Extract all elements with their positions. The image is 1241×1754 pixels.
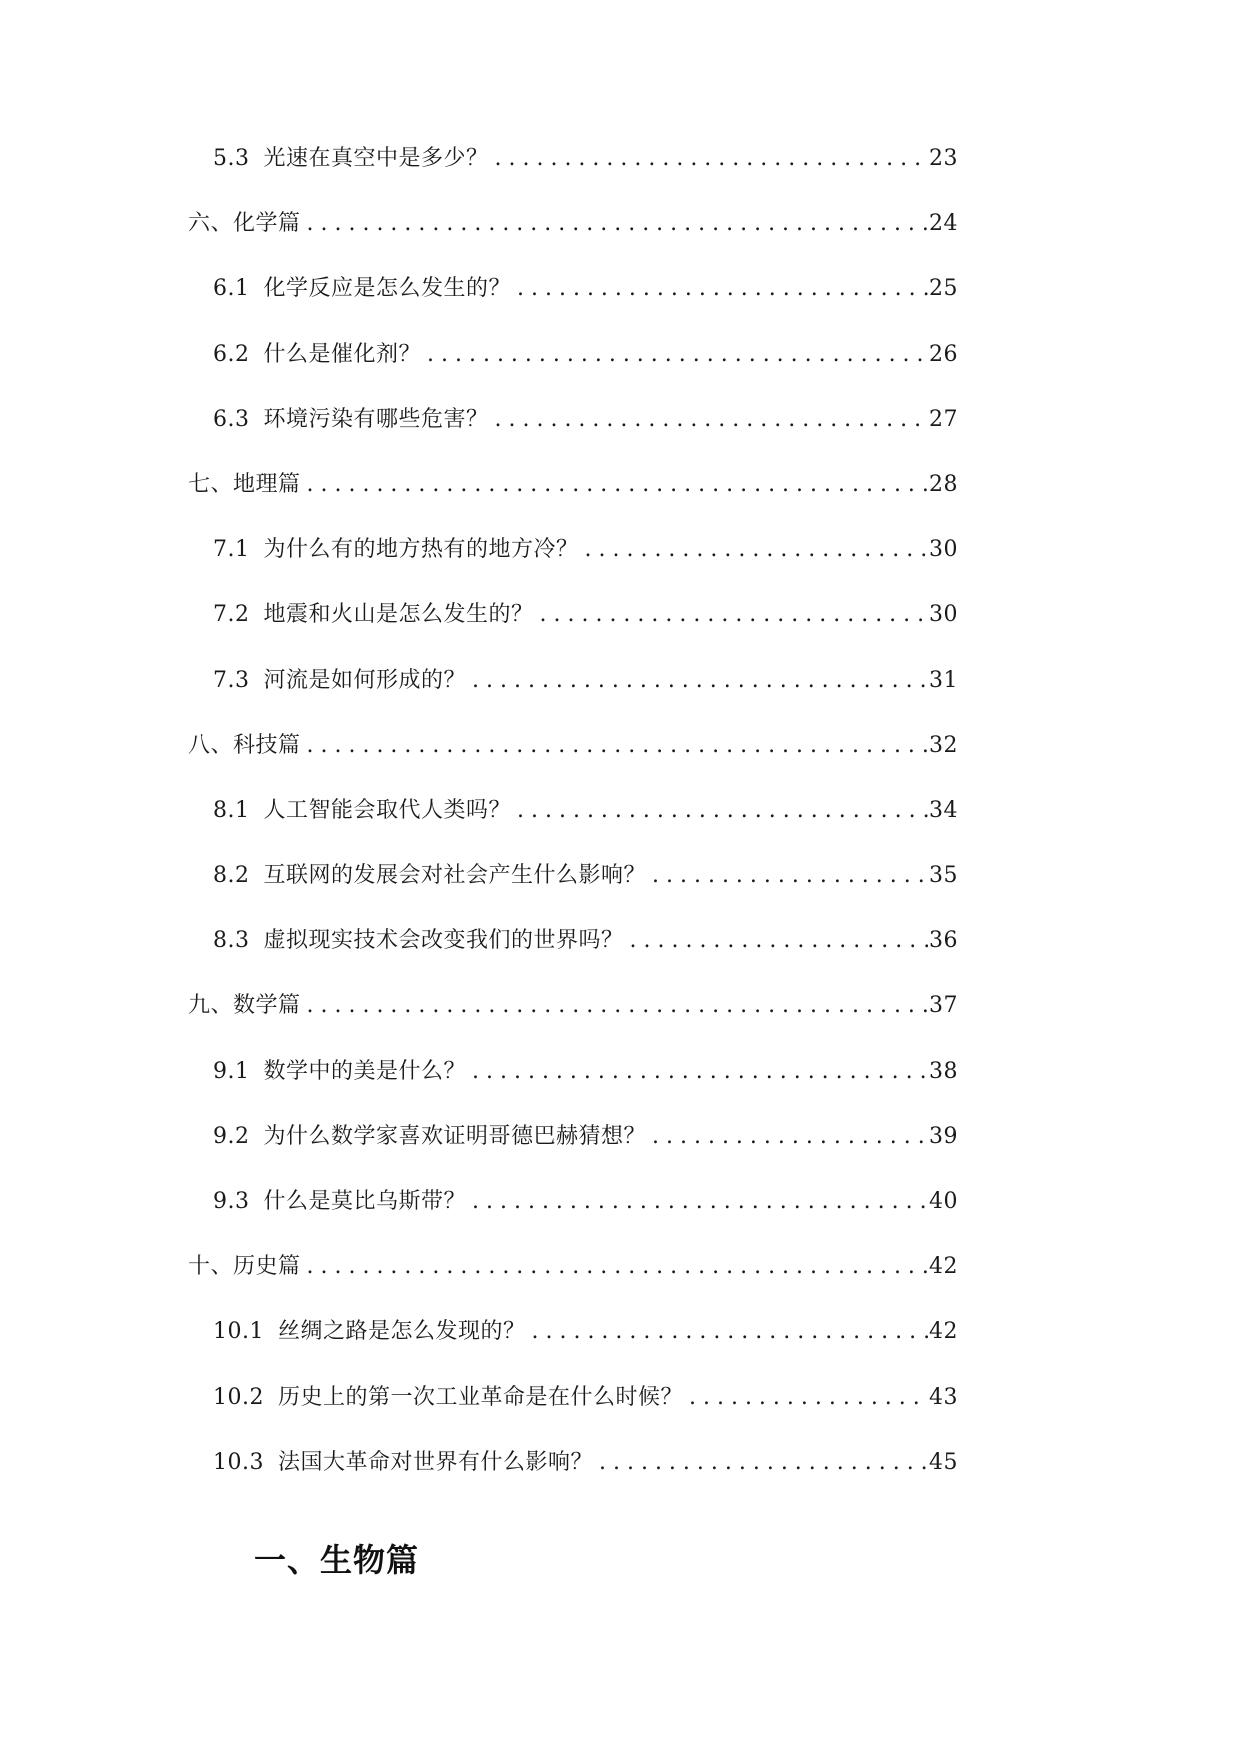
- toc-entry-number: 8.3: [213, 928, 250, 954]
- section-heading: 一、生物篇: [254, 1541, 420, 1579]
- toc-dot-leader: [301, 991, 928, 1021]
- toc-section-entry[interactable]: [188, 926, 958, 991]
- toc-dot-leader: [534, 600, 928, 630]
- toc-entry-text: 什么是莫比乌斯带？: [263, 1189, 467, 1214]
- toc-page-number: 28: [929, 471, 958, 497]
- toc-entry-title: [213, 274, 511, 304]
- toc-entry-text: 历史上的第一次工业革命是在什么时候？: [277, 1384, 683, 1410]
- toc-page-number: 38: [929, 1058, 958, 1084]
- toc-page-number: 30: [929, 602, 958, 628]
- toc-entry-number: 10.2: [213, 1384, 264, 1410]
- toc-entry-text: 地震和火山是怎么发生的？: [263, 602, 534, 628]
- toc-section-entry[interactable]: [188, 796, 958, 861]
- toc-entry-title: [188, 731, 301, 761]
- toc-entry-title: [213, 926, 624, 956]
- toc-section-entry[interactable]: [188, 535, 958, 600]
- toc-entry-number: 9.3: [213, 1189, 250, 1214]
- toc-entry-text: 法国大革命对世界有什么影响？: [277, 1449, 593, 1475]
- toc-entry-text: 光速在真空中是多少？: [263, 146, 489, 171]
- toc-entry-number: 6.3: [213, 406, 250, 432]
- toc-section-entry[interactable]: [188, 144, 958, 209]
- toc-page-number: 42: [929, 1319, 958, 1345]
- toc-entry-text: 为什么数学家喜欢证明哥德巴赫猜想？: [263, 1123, 647, 1149]
- toc-entry-title: [213, 861, 646, 891]
- toc-dot-leader: [593, 1448, 928, 1478]
- toc-entry-text: 环境污染有哪些危害？: [263, 406, 489, 432]
- toc-entry-text: 什么是催化剂？: [263, 341, 422, 367]
- toc-entry-title: [188, 470, 301, 500]
- toc-dot-leader: [301, 209, 928, 239]
- toc-dot-leader: [646, 861, 928, 891]
- toc-page-number: 36: [929, 928, 958, 954]
- toc-entry-title: [213, 600, 534, 630]
- toc-section-entry[interactable]: [188, 1187, 958, 1252]
- toc-dot-leader: [489, 144, 928, 174]
- toc-dot-leader: [624, 926, 928, 956]
- toc-entry-text: 八、科技篇: [188, 732, 301, 758]
- toc-entry-title: [213, 1057, 466, 1087]
- toc-page-number: 25: [929, 276, 958, 302]
- toc-dot-leader: [301, 731, 928, 761]
- toc-dot-leader: [511, 274, 928, 304]
- toc-entry-text: 虚拟现实技术会改变我们的世界吗？: [263, 928, 624, 954]
- toc-entry-title: [213, 535, 579, 565]
- toc-entry-text: 河流是如何形成的？: [263, 667, 467, 693]
- toc-chapter-entry[interactable]: [188, 470, 958, 535]
- toc-entry-text: 化学反应是怎么发生的？: [263, 276, 512, 302]
- toc-dot-leader: [579, 535, 928, 565]
- toc-entry-title: [213, 1122, 646, 1152]
- toc-page-number: 26: [929, 341, 958, 367]
- toc-entry-title: [213, 796, 511, 826]
- toc-entry-text: 十、历史篇: [188, 1254, 301, 1280]
- toc-page-number: 30: [929, 537, 958, 563]
- toc-entry-title: [213, 405, 489, 435]
- toc-entry-number: 6.2: [213, 341, 250, 367]
- toc-dot-leader: [466, 1187, 928, 1217]
- toc-entry-number: 7.2: [213, 602, 250, 628]
- toc-entry-title: [188, 209, 301, 239]
- toc-page-number: 27: [929, 406, 958, 432]
- toc-page-number: 24: [929, 211, 958, 237]
- toc-dot-leader: [683, 1383, 928, 1413]
- toc-page-number: 31: [929, 667, 958, 693]
- toc-entry-title: [213, 1383, 683, 1413]
- toc-entry-number: 10.3: [213, 1449, 264, 1475]
- toc-entry-number: 8.1: [213, 797, 250, 823]
- toc-section-entry[interactable]: [188, 1448, 958, 1513]
- toc-entry-title: [213, 340, 421, 370]
- toc-page-number: 34: [929, 797, 958, 823]
- toc-section-entry[interactable]: [188, 405, 958, 470]
- toc-chapter-entry[interactable]: [188, 1252, 958, 1317]
- toc-chapter-entry[interactable]: [188, 731, 958, 796]
- toc-entry-number: 8.2: [213, 863, 250, 889]
- toc-entry-title: [213, 1317, 526, 1347]
- toc-dot-leader: [511, 796, 928, 826]
- toc-chapter-entry[interactable]: [188, 991, 958, 1056]
- toc-dot-leader: [301, 470, 928, 500]
- toc-section-entry[interactable]: [188, 1122, 958, 1187]
- toc-page-number: 42: [929, 1254, 958, 1280]
- toc-section-entry[interactable]: [188, 1057, 958, 1122]
- toc-entry-title: [213, 666, 466, 696]
- toc-page-number: 37: [929, 993, 958, 1019]
- toc-entry-text: 六、化学篇: [188, 211, 301, 237]
- toc-section-entry[interactable]: [188, 861, 958, 926]
- toc-dot-leader: [466, 1057, 928, 1087]
- toc-entry-number: 6.1: [213, 276, 250, 302]
- toc-entry-title: [188, 991, 301, 1021]
- toc-page-number: 43: [929, 1384, 958, 1410]
- toc-entry-text: 丝绸之路是怎么发现的？: [277, 1319, 526, 1345]
- toc-page-number: 40: [929, 1189, 958, 1214]
- toc-entry-text: 数学中的美是什么？: [263, 1058, 467, 1084]
- toc-entry-title: [213, 1187, 466, 1217]
- toc-entry-text: 互联网的发展会对社会产生什么影响？: [263, 863, 647, 889]
- toc-entry-number: 7.3: [213, 667, 250, 693]
- toc-section-entry[interactable]: [188, 340, 958, 405]
- toc-entry-number: 9.1: [213, 1058, 250, 1084]
- toc-entry-title: [213, 144, 489, 174]
- toc-entry-number: 5.3: [213, 146, 250, 171]
- toc-page-number: 23: [929, 146, 958, 171]
- toc-dot-leader: [421, 340, 928, 370]
- toc-entry-text: 为什么有的地方热有的地方冷？: [263, 537, 579, 563]
- toc-chapter-entry[interactable]: [188, 209, 958, 274]
- toc-section-entry[interactable]: [188, 274, 958, 339]
- toc-page-number: 45: [929, 1449, 958, 1475]
- toc-page-number: 32: [929, 732, 958, 758]
- toc-dot-leader: [301, 1252, 928, 1282]
- toc-section-entry[interactable]: [188, 1317, 958, 1382]
- toc-entry-number: 7.1: [213, 537, 250, 563]
- toc-entry-text: 人工智能会取代人类吗？: [263, 797, 512, 823]
- toc-section-entry[interactable]: [188, 666, 958, 731]
- toc-entry-number: 9.2: [213, 1123, 250, 1149]
- toc-dot-leader: [646, 1122, 928, 1152]
- toc-entry-text: 九、数学篇: [188, 993, 301, 1019]
- table-of-contents: [188, 144, 958, 1513]
- toc-dot-leader: [489, 405, 928, 435]
- toc-section-entry[interactable]: [188, 1383, 958, 1448]
- toc-dot-leader: [466, 666, 928, 696]
- toc-entry-number: 10.1: [213, 1319, 264, 1345]
- toc-section-entry[interactable]: [188, 600, 958, 665]
- toc-entry-title: [213, 1448, 593, 1478]
- toc-page-number: 35: [929, 863, 958, 889]
- toc-entry-text: 七、地理篇: [188, 471, 301, 497]
- toc-entry-title: [188, 1252, 301, 1282]
- toc-dot-leader: [526, 1317, 929, 1347]
- toc-page-number: 39: [929, 1123, 958, 1149]
